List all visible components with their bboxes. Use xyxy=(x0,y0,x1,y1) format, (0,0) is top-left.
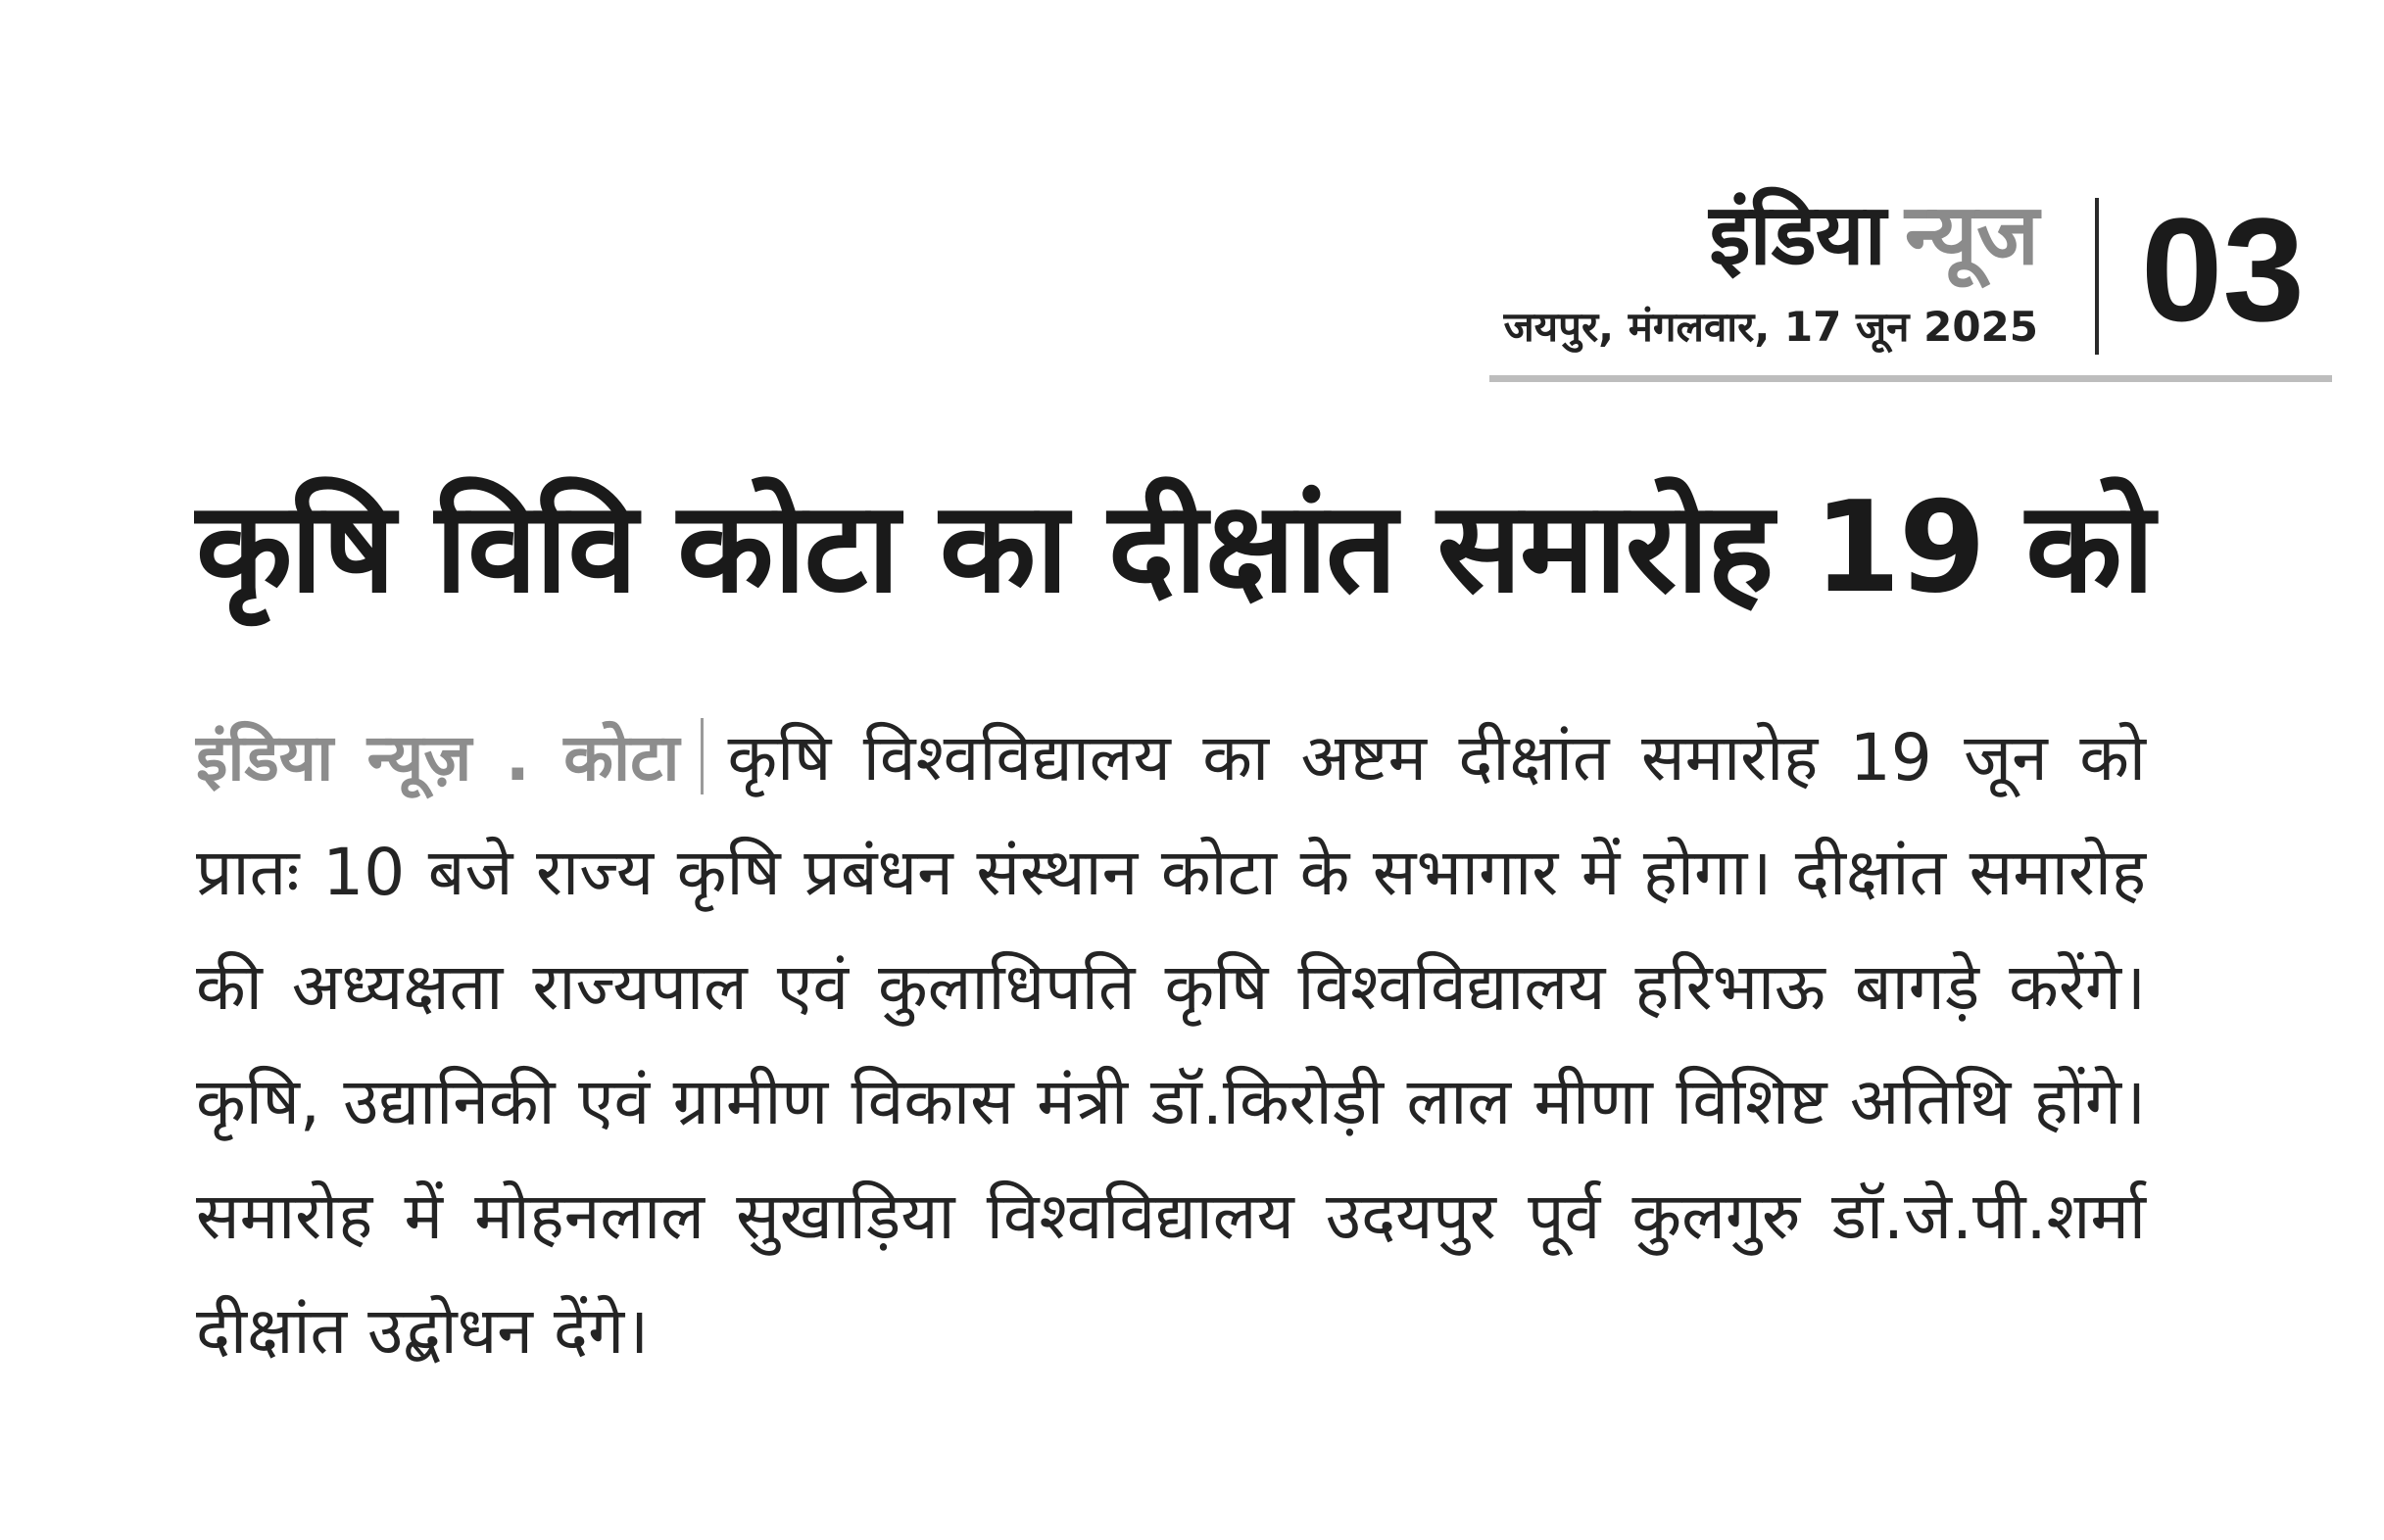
byline-separator xyxy=(701,718,704,794)
brand-block xyxy=(1504,186,2038,357)
article-text: कृषि विश्वविद्यालय का अष्टम दीक्षांत समारोह 19 जून को प्रातः 10 बजे राज्य कृषि प्रबंधन संस्थान कोटा के सभागार में होगा। दीक्षांत समारोह की अध्यक्षता राज्यपाल एवं कुलाधिपति कृषि विश्वविद्यालय हरिभाऊ बागड़े करेंगे। कृषि, उद्यानिकी एवं ग्रामीण विकास मंत्री डॉ.किरोड़ी लाल मीणा विशिष्ट अतिथि होंगे। समारोह में मोहनलाल सुखाड़िया विश्वविद्यालय उदयपुर पूर्व कुलगुरु डॉ.जे.पी.शर्मा दीक्षांत उद्बोधन देंगे। xyxy=(196,720,2146,1369)
article-body xyxy=(196,700,2146,1388)
newspaper-name-part1: इंडिया xyxy=(1709,186,1885,284)
headline: कृषि विवि कोटा का दीक्षांत समारोह 19 को xyxy=(196,475,2153,621)
newspaper-name xyxy=(1504,186,2038,284)
masthead-divider xyxy=(2095,198,2099,355)
masthead xyxy=(1489,186,2332,382)
dateline: जयपुर, मंगलवार, 17 जून 2025 xyxy=(1503,303,2038,351)
byline: इंडिया न्यूज़ . कोटा xyxy=(196,720,680,795)
masthead-rule xyxy=(1489,375,2332,382)
newspaper-name-part2: न्यूज xyxy=(1904,186,2038,284)
page-number: 03 xyxy=(2141,187,2305,352)
